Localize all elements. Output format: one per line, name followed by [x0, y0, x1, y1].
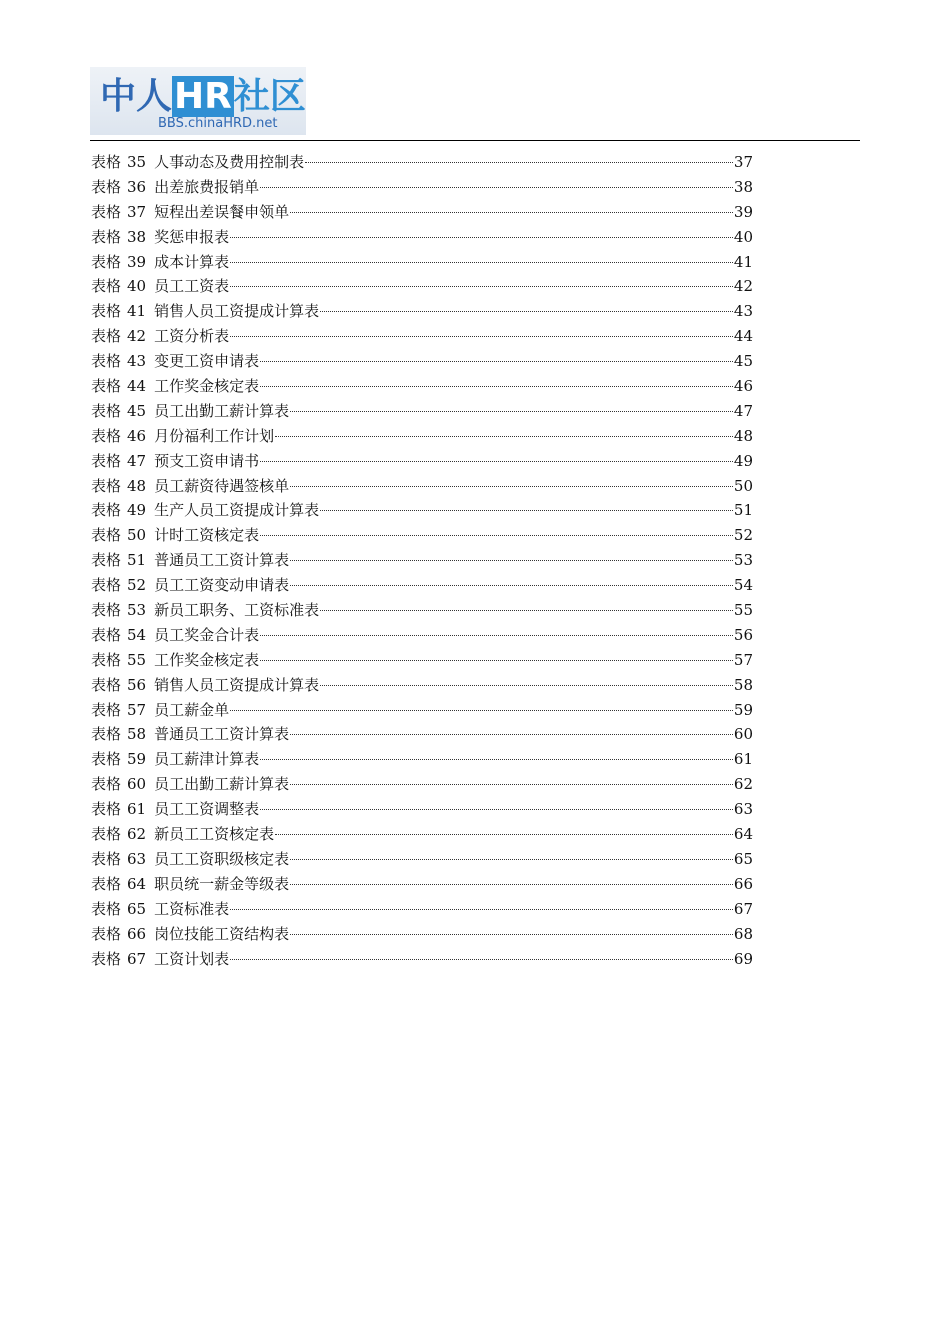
logo-title [100, 77, 306, 117]
toc-entry-page: 48 [733, 426, 753, 445]
toc-entry-prefix: 表格 [91, 775, 122, 794]
toc-entry-title: 生产人员工资提成计算表 [154, 501, 320, 520]
toc-entry-title: 职员统一薪金等级表 [154, 874, 290, 893]
toc-entry[interactable] [91, 250, 753, 275]
toc-entry-title: 员工工资表 [154, 277, 230, 296]
toc-entry-number: 55 [127, 650, 147, 669]
toc-dot-leader [320, 609, 733, 611]
toc-entry-title: 出差旅费报销单 [154, 177, 260, 196]
toc-dot-leader [260, 360, 733, 362]
toc-entry-title: 岗位技能工资结构表 [154, 924, 290, 943]
toc-entry-title: 变更工资申请表 [154, 352, 260, 371]
toc-entry-number: 48 [127, 476, 147, 495]
toc-entry-number: 39 [127, 252, 147, 271]
toc-entry-number: 35 [127, 153, 147, 171]
toc-entry-label [91, 150, 304, 175]
toc-entry-page: 39 [733, 202, 753, 221]
toc-entry-label [91, 598, 319, 623]
toc-dot-leader [275, 833, 733, 835]
toc-entry-number: 61 [127, 800, 147, 819]
toc-entry-title: 工资标准表 [154, 899, 230, 918]
toc-entry-title: 销售人员工资提成计算表 [154, 675, 320, 694]
logo-title-part: 人 [136, 76, 173, 117]
toc-entry-label [91, 399, 289, 424]
toc-dot-leader [290, 559, 733, 561]
toc-entry-title: 工作奖金核定表 [154, 650, 260, 669]
toc-entry-label [91, 200, 289, 225]
toc-entry-label [91, 299, 319, 324]
toc-entry-number: 59 [127, 750, 147, 769]
toc-entry-label [91, 274, 229, 299]
toc-dot-leader [290, 584, 733, 586]
toc-entry-title: 员工薪金单 [154, 700, 230, 719]
toc-dot-leader [320, 310, 733, 312]
toc-entry-label [91, 374, 259, 399]
toc-dot-leader [230, 335, 733, 337]
toc-entry-number: 54 [127, 625, 147, 644]
toc-entry-label [91, 449, 259, 474]
toc-entry-prefix: 表格 [91, 252, 122, 271]
toc-entry-page: 53 [733, 551, 753, 570]
toc-entry-label [91, 797, 259, 822]
toc-entry-prefix: 表格 [91, 177, 122, 196]
toc-entry[interactable] [91, 200, 753, 225]
toc-entry-title: 员工薪资待遇签核单 [154, 476, 290, 495]
toc-entry-number: 64 [127, 874, 147, 893]
toc-entry-prefix: 表格 [91, 401, 122, 420]
toc-entry-number: 56 [127, 675, 147, 694]
toc-entry[interactable] [91, 474, 753, 499]
toc-entry-title: 奖惩申报表 [154, 227, 230, 246]
toc-entry-page: 58 [733, 675, 753, 694]
toc-entry[interactable] [91, 449, 753, 474]
toc-entry-page: 61 [733, 750, 753, 769]
toc-entry-prefix: 表格 [91, 153, 122, 171]
toc-entry-number: 43 [127, 352, 147, 371]
toc-entry-number: 38 [127, 227, 147, 246]
toc-dot-leader [290, 933, 733, 935]
toc-entry-title: 短程出差误餐申领单 [154, 202, 290, 221]
header-divider [90, 140, 860, 141]
toc-entry-page: 57 [733, 650, 753, 669]
toc-entry-prefix: 表格 [91, 327, 122, 346]
toc-entry-page: 55 [733, 601, 753, 620]
toc-entry-prefix: 表格 [91, 625, 122, 644]
toc-entry[interactable] [91, 722, 753, 747]
toc-dot-leader [320, 509, 733, 511]
toc-entry-number: 47 [127, 451, 147, 470]
logo-title-part: 中 [100, 76, 137, 117]
toc-dot-leader [290, 485, 733, 487]
toc-entry[interactable] [91, 872, 753, 897]
toc-entry-title: 普通员工工资计算表 [154, 725, 290, 744]
toc-entry[interactable] [91, 598, 753, 623]
toc-entry-prefix: 表格 [91, 949, 122, 968]
toc-dot-leader [260, 758, 733, 760]
toc-entry-prefix: 表格 [91, 576, 122, 595]
toc-dot-leader [230, 958, 733, 960]
toc-entry-label [91, 623, 259, 648]
toc-entry-prefix: 表格 [91, 899, 122, 918]
toc-entry-page: 41 [733, 252, 753, 271]
toc-entry-title: 员工工资职级核定表 [154, 849, 290, 868]
toc-entry-prefix: 表格 [91, 650, 122, 669]
toc-entry-page: 47 [733, 401, 753, 420]
toc-entry-prefix: 表格 [91, 526, 122, 545]
toc-entry-title: 工作奖金核定表 [154, 377, 260, 396]
toc-entry[interactable] [91, 175, 753, 200]
toc-entry-label [91, 747, 259, 772]
toc-entry-label [91, 349, 259, 374]
toc-entry-page: 46 [733, 377, 753, 396]
toc-entry-label [91, 498, 319, 523]
toc-entry[interactable] [91, 847, 753, 872]
toc-entry[interactable] [91, 573, 753, 598]
toc-entry-label [91, 175, 259, 200]
toc-entry-prefix: 表格 [91, 725, 122, 744]
toc-entry-number: 36 [127, 177, 147, 196]
toc-entry[interactable] [91, 299, 753, 324]
toc-entry-page: 50 [733, 476, 753, 495]
toc-entry-number: 37 [127, 202, 147, 221]
toc-entry-label [91, 722, 289, 747]
toc-entry-page: 40 [733, 227, 753, 246]
toc-entry-page: 63 [733, 800, 753, 819]
toc-dot-leader [260, 385, 733, 387]
toc-entry-number: 66 [127, 924, 147, 943]
toc-dot-leader [290, 858, 733, 860]
site-logo [90, 67, 306, 135]
toc-dot-leader [230, 709, 733, 711]
toc-entry-prefix: 表格 [91, 202, 122, 221]
toc-entry-number: 58 [127, 725, 147, 744]
toc-entry[interactable] [91, 399, 753, 424]
toc-entry[interactable] [91, 698, 753, 723]
toc-entry-prefix: 表格 [91, 476, 122, 495]
table-of-contents [91, 150, 753, 971]
toc-entry-number: 41 [127, 302, 147, 321]
toc-entry-number: 42 [127, 327, 147, 346]
toc-entry-page: 54 [733, 576, 753, 595]
toc-entry-title: 员工工资调整表 [154, 800, 260, 819]
toc-entry[interactable] [91, 374, 753, 399]
toc-entry-prefix: 表格 [91, 601, 122, 620]
toc-entry-page: 65 [733, 849, 753, 868]
toc-entry-number: 60 [127, 775, 147, 794]
toc-entry-label [91, 573, 289, 598]
toc-entry-label [91, 897, 229, 922]
toc-entry-title: 员工出勤工薪计算表 [154, 401, 290, 420]
toc-entry[interactable] [91, 324, 753, 349]
toc-entry[interactable] [91, 897, 753, 922]
toc-entry[interactable] [91, 797, 753, 822]
toc-entry-number: 50 [127, 526, 147, 545]
toc-entry-label [91, 872, 289, 897]
toc-entry-page: 68 [733, 924, 753, 943]
toc-dot-leader [320, 684, 733, 686]
toc-dot-leader [260, 186, 733, 188]
toc-entry-prefix: 表格 [91, 551, 122, 570]
toc-entry-label [91, 424, 274, 449]
toc-entry-page: 44 [733, 327, 753, 346]
toc-entry-label [91, 648, 259, 673]
toc-dot-leader [290, 410, 733, 412]
toc-entry-number: 45 [127, 401, 147, 420]
logo-title-part: HR [174, 76, 232, 117]
toc-entry-number: 62 [127, 825, 147, 844]
toc-entry-title: 新员工职务、工资标准表 [154, 601, 320, 620]
toc-entry-label [91, 822, 274, 847]
toc-entry-page: 67 [733, 899, 753, 918]
toc-dot-leader [275, 435, 733, 437]
toc-dot-leader [260, 808, 733, 810]
toc-entry-title: 员工薪津计算表 [154, 750, 260, 769]
toc-entry-prefix: 表格 [91, 924, 122, 943]
toc-entry-prefix: 表格 [91, 426, 122, 445]
toc-entry-number: 52 [127, 576, 147, 595]
toc-entry-label [91, 523, 259, 548]
toc-entry-number: 67 [127, 949, 147, 968]
toc-entry-page: 49 [733, 451, 753, 470]
toc-dot-leader [230, 908, 733, 910]
toc-entry[interactable] [91, 623, 753, 648]
toc-entry-title: 计时工资核定表 [154, 526, 260, 545]
toc-entry-prefix: 表格 [91, 700, 122, 719]
toc-entry-title: 成本计算表 [154, 252, 230, 271]
toc-entry-title: 工资分析表 [154, 327, 230, 346]
toc-dot-leader [290, 783, 733, 785]
toc-entry-page: 37 [733, 153, 753, 171]
toc-entry-prefix: 表格 [91, 750, 122, 769]
toc-entry-label [91, 548, 289, 573]
toc-entry-label [91, 225, 229, 250]
toc-entry-label [91, 947, 229, 972]
toc-entry-title: 员工奖金合计表 [154, 625, 260, 644]
toc-entry-number: 51 [127, 551, 147, 570]
toc-entry-number: 46 [127, 426, 147, 445]
toc-entry-page: 60 [733, 725, 753, 744]
toc-entry-prefix: 表格 [91, 352, 122, 371]
toc-entry-prefix: 表格 [91, 800, 122, 819]
toc-entry-page: 51 [733, 501, 753, 520]
toc-entry-number: 49 [127, 501, 147, 520]
toc-entry-prefix: 表格 [91, 501, 122, 520]
toc-entry[interactable] [91, 922, 753, 947]
toc-dot-leader [260, 460, 733, 462]
toc-entry[interactable] [91, 648, 753, 673]
logo-subtitle: BBS.chinaHRD.net [158, 116, 278, 131]
toc-entry-page: 59 [733, 700, 753, 719]
toc-entry-number: 65 [127, 899, 147, 918]
toc-entry-number: 40 [127, 277, 147, 296]
toc-entry-page: 42 [733, 277, 753, 296]
toc-entry-number: 57 [127, 700, 147, 719]
toc-entry-page: 62 [733, 775, 753, 794]
toc-entry-page: 52 [733, 526, 753, 545]
toc-entry-prefix: 表格 [91, 302, 122, 321]
toc-entry-title: 员工工资变动申请表 [154, 576, 290, 595]
toc-entry[interactable] [91, 349, 753, 374]
toc-entry-number: 44 [127, 377, 147, 396]
toc-entry-page: 43 [733, 302, 753, 321]
toc-entry-label [91, 698, 229, 723]
toc-entry-prefix: 表格 [91, 849, 122, 868]
toc-dot-leader [290, 883, 733, 885]
toc-entry-prefix: 表格 [91, 377, 122, 396]
toc-entry-prefix: 表格 [91, 825, 122, 844]
toc-entry-label [91, 474, 289, 499]
toc-entry-prefix: 表格 [91, 277, 122, 296]
toc-entry[interactable] [91, 150, 753, 175]
toc-dot-leader [305, 161, 733, 163]
toc-entry-label [91, 673, 319, 698]
toc-dot-leader [230, 236, 733, 238]
toc-entry-prefix: 表格 [91, 675, 122, 694]
toc-dot-leader [260, 634, 733, 636]
toc-entry-prefix: 表格 [91, 227, 122, 246]
toc-entry-title: 预支工资申请书 [154, 451, 260, 470]
toc-entry-page: 38 [733, 177, 753, 196]
toc-entry-label [91, 847, 289, 872]
toc-entry[interactable] [91, 225, 753, 250]
toc-entry-page: 66 [733, 874, 753, 893]
toc-entry[interactable] [91, 498, 753, 523]
toc-entry-page: 69 [733, 949, 753, 968]
toc-entry-label [91, 250, 229, 275]
toc-entry-title: 人事动态及费用控制表 [154, 153, 305, 171]
toc-entry-page: 56 [733, 625, 753, 644]
toc-dot-leader [260, 659, 733, 661]
toc-dot-leader [290, 733, 733, 735]
toc-entry-title: 月份福利工作计划 [154, 426, 275, 445]
toc-dot-leader [230, 261, 733, 263]
toc-entry-prefix: 表格 [91, 874, 122, 893]
toc-entry-prefix: 表格 [91, 451, 122, 470]
toc-dot-leader [230, 285, 733, 287]
toc-entry-title: 普通员工工资计算表 [154, 551, 290, 570]
toc-entry-label [91, 324, 229, 349]
toc-entry[interactable] [91, 523, 753, 548]
toc-entry[interactable] [91, 772, 753, 797]
toc-entry[interactable] [91, 822, 753, 847]
toc-entry[interactable] [91, 947, 753, 972]
toc-entry-title: 员工出勤工薪计算表 [154, 775, 290, 794]
toc-entry-page: 64 [733, 825, 753, 844]
toc-entry-label [91, 772, 289, 797]
toc-entry-number: 53 [127, 601, 147, 620]
toc-entry-title: 销售人员工资提成计算表 [154, 302, 320, 321]
toc-entry[interactable] [91, 424, 753, 449]
toc-dot-leader [290, 211, 733, 213]
toc-entry-page: 45 [733, 352, 753, 371]
toc-entry-number: 63 [127, 849, 147, 868]
toc-entry[interactable] [91, 274, 753, 299]
toc-entry-title: 新员工工资核定表 [154, 825, 275, 844]
toc-entry-title: 工资计划表 [154, 949, 230, 968]
logo-title-part: 社区 [233, 76, 306, 117]
toc-entry-label [91, 922, 289, 947]
toc-entry[interactable] [91, 548, 753, 573]
toc-entry[interactable] [91, 673, 753, 698]
toc-dot-leader [260, 534, 733, 536]
toc-entry[interactable] [91, 747, 753, 772]
